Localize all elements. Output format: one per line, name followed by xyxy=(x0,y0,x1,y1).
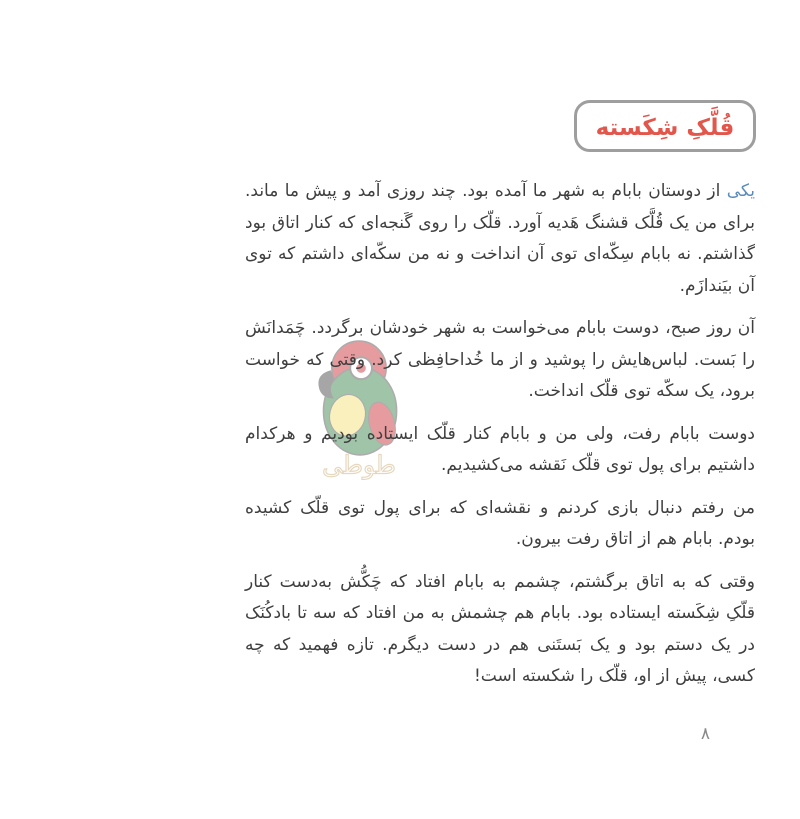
story-paragraph: من رفتم دنبال بازی کردنم و نقشه‌ای که برای پول توی قلّک کشیده بودم. بابام هم از اتاق رفت بیرون. xyxy=(245,497,755,549)
story-paragraph: دوست بابام رفت، ولی من و بابام کنار قلّک ایستاده بودیم و هرکدام داشتیم برای پول توی قلّک نَقشه می‌کشیدیم. xyxy=(245,423,755,475)
publisher-name-outline: طوطی xyxy=(322,450,396,480)
story-paragraph xyxy=(245,176,755,302)
lesson-title: قُلَّکِ شِکَسته xyxy=(595,114,735,141)
paragraph-text: از دوستان بابام به شهر ما آمده بود. چند روزی آمد و پیش ما ماند. برای من یک قُلَّک قشنگ هَدیه آورد. قلّک را روی گَنجه‌ای که کنار اتاق بود گذاشتم. نه بابام سِکّه‌ای توی آن انداخت و نه من سکّه‌ای داشتم که توی آن بیَندازَم. xyxy=(245,181,755,296)
lesson-title-box xyxy=(574,100,756,152)
story-text-block xyxy=(245,176,755,704)
story-paragraph: آن روز صبح، دوست بابام می‌خواست به شهر خودشان برگردد. چَمَدانَش را بَست. لباس‌هایش را پوشید و از ما خُداحافِظی کرد. وقتی که خواست برود، یک سکّه توی قلّک انداخت. xyxy=(245,318,755,401)
lead-word: یکی xyxy=(726,181,755,201)
page-number: ۸ xyxy=(700,724,710,744)
story-paragraph: وقتی که به اتاق برگشتم، چشمم به بابام افتاد که چَکُّش به‌دست کنار قلّکِ شِکَسته ایستاده بود. بابام هم چشمش به من افتاد که سه تا بادکُنَک در یک دستم بود و یک بَستَنی هم در دست دیگرم. تازه فهمید که چه کسی، پیش از او، قلّک را شکسته است! xyxy=(245,571,755,686)
